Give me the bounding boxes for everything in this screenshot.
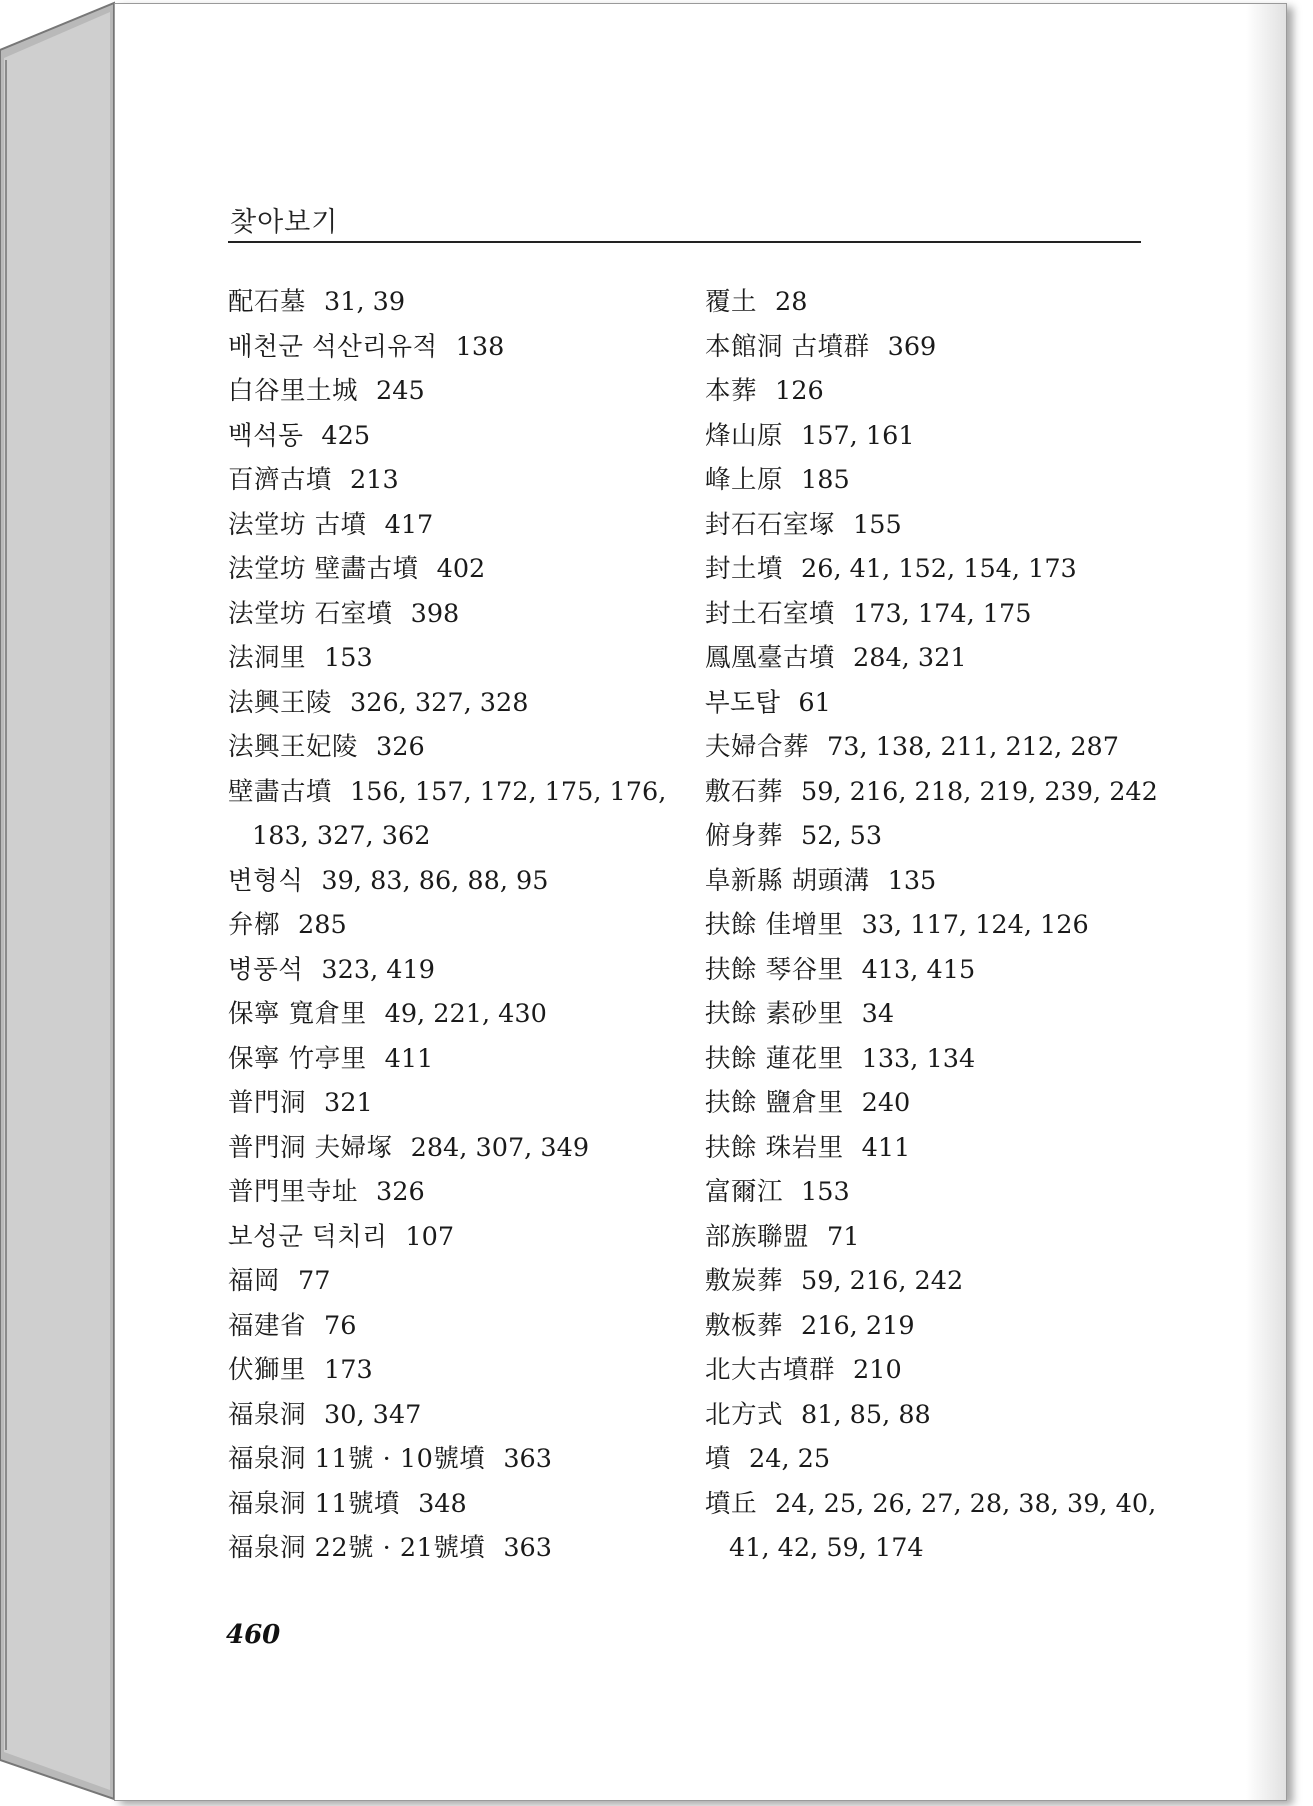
index-entry <box>705 458 1165 503</box>
index-page-refs: 348 <box>418 1488 467 1519</box>
index-entry <box>228 992 688 1037</box>
index-term: 普門洞 夫婦塚 <box>228 1132 393 1163</box>
index-term: 변형식 <box>228 865 304 896</box>
index-term: 福泉洞 <box>228 1399 307 1430</box>
index-page-refs: 284, 321 <box>853 643 967 673</box>
index-entry <box>228 1170 688 1215</box>
index-page-refs: 326 <box>376 732 425 762</box>
index-term: 扶餘 珠岩里 <box>705 1132 844 1163</box>
index-entry <box>705 1304 1165 1349</box>
index-term: 烽山原 <box>705 420 784 451</box>
index-page-refs: 411 <box>384 1043 434 1074</box>
index-term: 普門洞 <box>228 1088 307 1118</box>
index-entry <box>705 859 1165 904</box>
index-entry <box>705 770 1165 815</box>
index-page-refs: 210 <box>853 1355 902 1385</box>
index-page-refs: 245 <box>376 376 425 406</box>
index-entry <box>705 1393 1165 1438</box>
index-term: 敷炭葬 <box>705 1266 784 1296</box>
index-term: 法堂坊 古墳 <box>228 509 367 540</box>
index-page-refs: 369 <box>887 331 937 362</box>
index-page-refs: 326 <box>376 1177 425 1207</box>
index-entry <box>228 1259 688 1304</box>
index-page-refs: 402 <box>436 554 486 584</box>
index-term: 法興王陵 <box>228 687 333 718</box>
index-page-refs: 81, 85, 88 <box>801 1399 931 1430</box>
index-entry <box>705 503 1165 548</box>
index-page-refs: 24, 25, 26, 27, 28, 38, 39, 40, <box>775 1488 1157 1519</box>
index-term: 覆土 <box>705 287 758 317</box>
index-page-refs: 33, 117, 124, 126 <box>861 910 1089 940</box>
index-term: 普門里寺址 <box>228 1177 359 1207</box>
index-term: 壁畵古墳 <box>228 776 333 807</box>
index-entry <box>228 1482 688 1527</box>
index-page-refs: 363 <box>503 1444 552 1474</box>
index-entry <box>228 369 688 414</box>
index-term: 扶餘 佳增里 <box>705 910 844 940</box>
index-term: 배천군 석산리유적 <box>228 331 438 362</box>
index-term: 峰上原 <box>705 465 784 495</box>
index-page-refs: 26, 41, 152, 154, 173 <box>801 554 1077 584</box>
index-page-refs: 417 <box>384 509 434 540</box>
index-entry <box>705 1482 1165 1571</box>
index-entry <box>705 725 1165 770</box>
index-term: 法興王妃陵 <box>228 732 359 762</box>
index-page-refs: 133, 134 <box>861 1043 976 1074</box>
index-page-refs: 411 <box>861 1132 911 1163</box>
index-term: 法堂坊 壁畵古墳 <box>228 554 419 584</box>
index-page-refs: 39, 83, 86, 88, 95 <box>321 865 549 896</box>
index-page-refs: 34 <box>861 999 895 1029</box>
index-entry <box>228 1215 688 1260</box>
index-term: 保寧 竹亭里 <box>228 1043 367 1074</box>
index-entry <box>705 814 1165 859</box>
index-entry <box>705 1259 1165 1304</box>
index-entry <box>705 280 1165 325</box>
index-term: 法堂坊 石室墳 <box>228 598 393 629</box>
index-term: 夫婦合葬 <box>705 732 810 762</box>
index-entry <box>228 1526 688 1571</box>
index-term: 福建省 <box>228 1310 307 1341</box>
index-term: 白谷里土城 <box>228 376 359 406</box>
index-term: 扶餘 蓮花里 <box>705 1043 844 1074</box>
index-page-refs-continued: 183, 327, 362 <box>252 821 431 851</box>
index-page-refs: 28 <box>775 287 808 317</box>
index-entry <box>228 1393 688 1438</box>
index-page-refs-continued: 41, 42, 59, 174 <box>729 1533 924 1563</box>
index-entry <box>228 1126 688 1171</box>
index-page-refs: 155 <box>853 509 902 540</box>
index-term: 敷石葬 <box>705 776 784 807</box>
index-page-refs: 240 <box>861 1088 911 1118</box>
index-page-refs: 24, 25 <box>749 1444 831 1474</box>
index-term: 阜新縣 胡頭溝 <box>705 865 870 896</box>
index-page-refs: 76 <box>324 1310 357 1341</box>
index-term: 敷板葬 <box>705 1310 784 1341</box>
index-entry <box>705 369 1165 414</box>
index-term: 本葬 <box>705 376 758 406</box>
index-page-refs: 153 <box>801 1177 850 1207</box>
index-page-refs: 413, 415 <box>861 954 976 985</box>
index-entry <box>228 458 688 503</box>
index-page-refs: 326, 327, 328 <box>350 687 529 718</box>
index-page-refs: 173, 174, 175 <box>853 598 1032 629</box>
index-page-refs: 363 <box>503 1533 552 1563</box>
index-page-refs: 153 <box>324 643 373 673</box>
index-term: 百濟古墳 <box>228 465 333 495</box>
index-entry <box>705 992 1165 1037</box>
index-page-refs: 61 <box>798 687 831 718</box>
index-page-refs: 216, 219 <box>801 1310 915 1341</box>
index-entry <box>228 547 688 592</box>
index-entry <box>705 1081 1165 1126</box>
index-page-refs: 285 <box>298 910 347 940</box>
index-term: 보성군 덕치리 <box>228 1221 388 1252</box>
index-entry <box>228 1348 688 1393</box>
index-term: 封石石室塚 <box>705 509 836 540</box>
index-entry <box>228 725 688 770</box>
index-entry <box>228 859 688 904</box>
index-page-refs: 138 <box>455 331 505 362</box>
index-term: 本館洞 古墳群 <box>705 331 870 362</box>
index-page-refs: 323, 419 <box>321 954 435 985</box>
index-term: 配石墓 <box>228 287 307 317</box>
index-term: 俯身葬 <box>705 821 784 851</box>
index-entry <box>705 592 1165 637</box>
index-page-refs: 31, 39 <box>324 287 406 317</box>
index-entry <box>705 681 1165 726</box>
index-entry <box>705 1437 1165 1482</box>
page-edge-shadow <box>1246 4 1286 1800</box>
index-term: 封土墳 <box>705 554 784 584</box>
index-term: 福泉洞 22號 · 21號墳 <box>228 1533 486 1563</box>
book-spine <box>0 0 120 1806</box>
index-entry <box>705 1126 1165 1171</box>
index-entry <box>228 636 688 681</box>
index-entry <box>705 1170 1165 1215</box>
index-entry <box>705 903 1165 948</box>
index-entry <box>705 948 1165 993</box>
index-page-refs: 185 <box>801 465 850 495</box>
index-term: 백석동 <box>228 420 304 451</box>
index-entry <box>228 1304 688 1349</box>
index-entry <box>705 1348 1165 1393</box>
index-term: 法洞里 <box>228 643 307 673</box>
index-page-refs: 173 <box>324 1355 373 1385</box>
index-entry <box>228 503 688 548</box>
index-entry <box>228 903 688 948</box>
index-term: 扶餘 素砂里 <box>705 999 844 1029</box>
index-page-refs: 30, 347 <box>324 1399 422 1430</box>
index-page-refs: 284, 307, 349 <box>410 1132 590 1163</box>
index-entry <box>228 681 688 726</box>
index-term: 福岡 <box>228 1266 281 1296</box>
index-term: 部族聯盟 <box>705 1221 810 1252</box>
index-page-refs: 107 <box>405 1221 455 1252</box>
index-entry <box>705 636 1165 681</box>
index-term: 扶餘 鹽倉里 <box>705 1088 844 1118</box>
index-page-refs: 321 <box>324 1088 373 1118</box>
index-page-refs: 135 <box>887 865 937 896</box>
index-term: 封土石室墳 <box>705 598 836 629</box>
index-page-refs: 59, 216, 218, 219, 239, 242 <box>801 776 1158 807</box>
index-page-refs: 425 <box>321 420 371 451</box>
index-entry <box>228 280 688 325</box>
index-page-refs: 71 <box>827 1221 860 1252</box>
index-page-refs: 157, 161 <box>801 420 915 451</box>
index-entry <box>705 547 1165 592</box>
index-entry <box>705 414 1165 459</box>
index-page-refs: 126 <box>775 376 824 406</box>
index-page-refs: 398 <box>410 598 460 629</box>
index-entry <box>228 1037 688 1082</box>
index-entry <box>705 1215 1165 1260</box>
index-term: 병풍석 <box>228 954 304 985</box>
index-term: 保寧 寬倉里 <box>228 999 367 1029</box>
index-entry <box>228 592 688 637</box>
index-term: 福泉洞 11號 · 10號墳 <box>228 1444 486 1474</box>
index-term: 北方式 <box>705 1399 784 1430</box>
index-entry <box>228 414 688 459</box>
index-column-right <box>705 280 1165 1571</box>
index-page-refs: 59, 216, 242 <box>801 1266 964 1296</box>
header-rule <box>228 241 1141 243</box>
index-term: 福泉洞 11號墳 <box>228 1488 401 1519</box>
index-entry <box>228 1437 688 1482</box>
page-number: 460 <box>226 1620 281 1650</box>
index-entry <box>228 1081 688 1126</box>
index-term: 弁槨 <box>228 910 281 940</box>
index-column-left <box>228 280 688 1571</box>
index-term: 北大古墳群 <box>705 1355 836 1385</box>
index-page-refs: 73, 138, 211, 212, 287 <box>827 732 1119 762</box>
index-term: 墳丘 <box>705 1488 758 1519</box>
index-entry <box>228 325 688 370</box>
index-page-refs: 52, 53 <box>801 821 883 851</box>
index-term: 伏獅里 <box>228 1355 307 1385</box>
page-header-title: 찾아보기 <box>230 207 339 238</box>
index-page-refs: 156, 157, 172, 175, 176, <box>350 776 667 807</box>
index-term: 墳 <box>705 1444 732 1474</box>
index-term: 扶餘 琴谷里 <box>705 954 844 985</box>
index-entry <box>228 770 688 859</box>
index-page-refs: 213 <box>350 465 399 495</box>
index-term: 富爾江 <box>705 1177 784 1207</box>
index-page-refs: 49, 221, 430 <box>384 999 547 1029</box>
index-term: 鳳凰臺古墳 <box>705 643 836 673</box>
index-term: 부도탑 <box>705 687 781 718</box>
index-entry <box>705 325 1165 370</box>
index-page-refs: 77 <box>298 1266 331 1296</box>
index-entry <box>228 948 688 993</box>
index-entry <box>705 1037 1165 1082</box>
